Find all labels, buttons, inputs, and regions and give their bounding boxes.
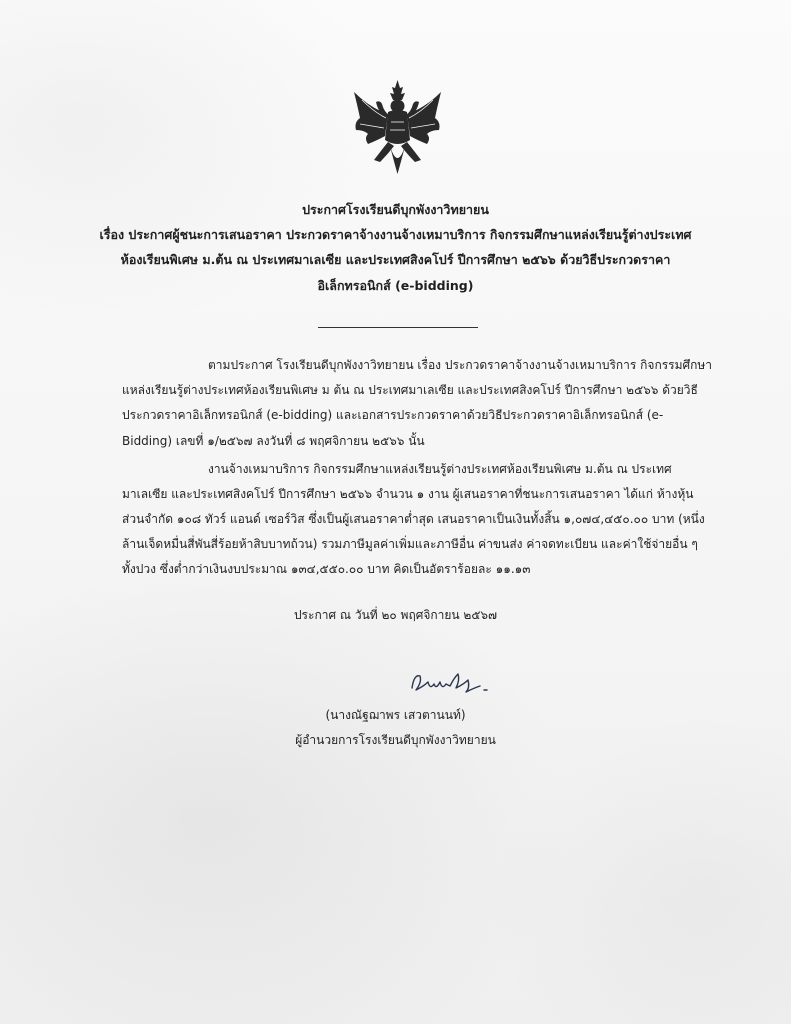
paragraph-1-line-2: แหล่งเรียนรู้ต่างประเทศห้องเรียนพิเศษ ม ต้น ณ ประเทศมาเลเซีย และประเทศสิงคโปร์ ปีการศึกษา ๒๕๖๖ ด้วยวิธี	[122, 383, 698, 397]
document-title: ประกาศโรงเรียนดีบุกพังงาวิทยายน	[302, 202, 489, 217]
paragraph-2-line-5: ทั้งปวง ซึ่งต่ำกว่าเงินงบประมาณ ๑๓๔,๕๕๐.๐๐ บาท คิดเป็นอัตราร้อยละ ๑๑.๑๓	[122, 562, 531, 576]
paragraph-1-line-4: Bidding) เลขที่ ๑/๒๕๖๗ ลงวันที่ ๘ พฤศจิกายน ๒๕๖๖ นั้น	[122, 434, 425, 448]
garuda-emblem-icon	[350, 78, 445, 178]
subject-line-3: อิเล็กทรอนิกส์ (e-bidding)	[317, 278, 474, 293]
paragraph-2-line-3: ส่วนจำกัด ๑๐๘ ทัวร์ แอนด์ เซอร์วิส ซึ่งเป็นผู้เสนอราคาต่ำสุด เสนอราคาเป็นเงินทั้งสิ้น ๑,๐๗๔,๔๕๐.๐๐ บาท (หนึ่ง	[122, 512, 705, 526]
paragraph-2-line-4: ล้านเจ็ดหมื่นสี่พันสี่ร้อยห้าสิบบาทถ้วน) รวมภาษีมูลค่าเพิ่มและภาษีอื่น ค่าขนส่ง ค่าจดทะเบียน และค่าใช้จ่ายอื่น ๆ	[122, 537, 698, 551]
paragraph-1-line-3: ประกวดราคาอิเล็กทรอนิกส์ (e-bidding) และเอกสารประกวดราคาด้วยวิธีประกวดราคาอิเล็กทรอนิกส์ (e-	[122, 408, 664, 422]
paragraph-2-line-2: มาเลเซีย และประเทศสิงคโปร์ ปีการศึกษา ๒๕๖๖ จำนวน ๑ งาน ผู้เสนอราคาที่ชนะการเสนอราคา ได้แก่ ห้างหุ้น	[122, 487, 694, 501]
subject-line-2: ห้องเรียนพิเศษ ม.ต้น ณ ประเทศมาเลเซีย และประเทศสิงคโปร์ ปีการศึกษา ๒๕๖๖ ด้วยวิธีประกวดราคา	[120, 252, 671, 267]
signer-position: ผู้อำนวยการโรงเรียนดีบุกพังงาวิทยายน	[295, 733, 496, 747]
title-divider	[318, 327, 478, 328]
signer-name: (นางณัฐฌาพร เสวตานนท์)	[325, 708, 466, 722]
handwritten-signature	[408, 668, 503, 698]
subject-line-1: เรื่อง ประกาศผู้ชนะการเสนอราคา ประกวดราคาจ้างงานจ้างเหมาบริการ กิจกรรมศึกษาแหล่งเรียนรู้ต่างประเทศ	[99, 227, 692, 242]
paragraph-2-line-1: งานจ้างเหมาบริการ กิจกรรมศึกษาแหล่งเรียนรู้ต่างประเทศห้องเรียนพิเศษ ม.ต้น ณ ประเทศ	[208, 462, 672, 476]
announce-date: ประกาศ ณ วันที่ ๒๐ พฤศจิกายน ๒๕๖๗	[293, 608, 498, 622]
paragraph-1-line-1: ตามประกาศ โรงเรียนดีบุกพังงาวิทยายน เรื่อง ประกวดราคาจ้างงานจ้างเหมาบริการ กิจกรรมศึกษา	[208, 358, 713, 372]
